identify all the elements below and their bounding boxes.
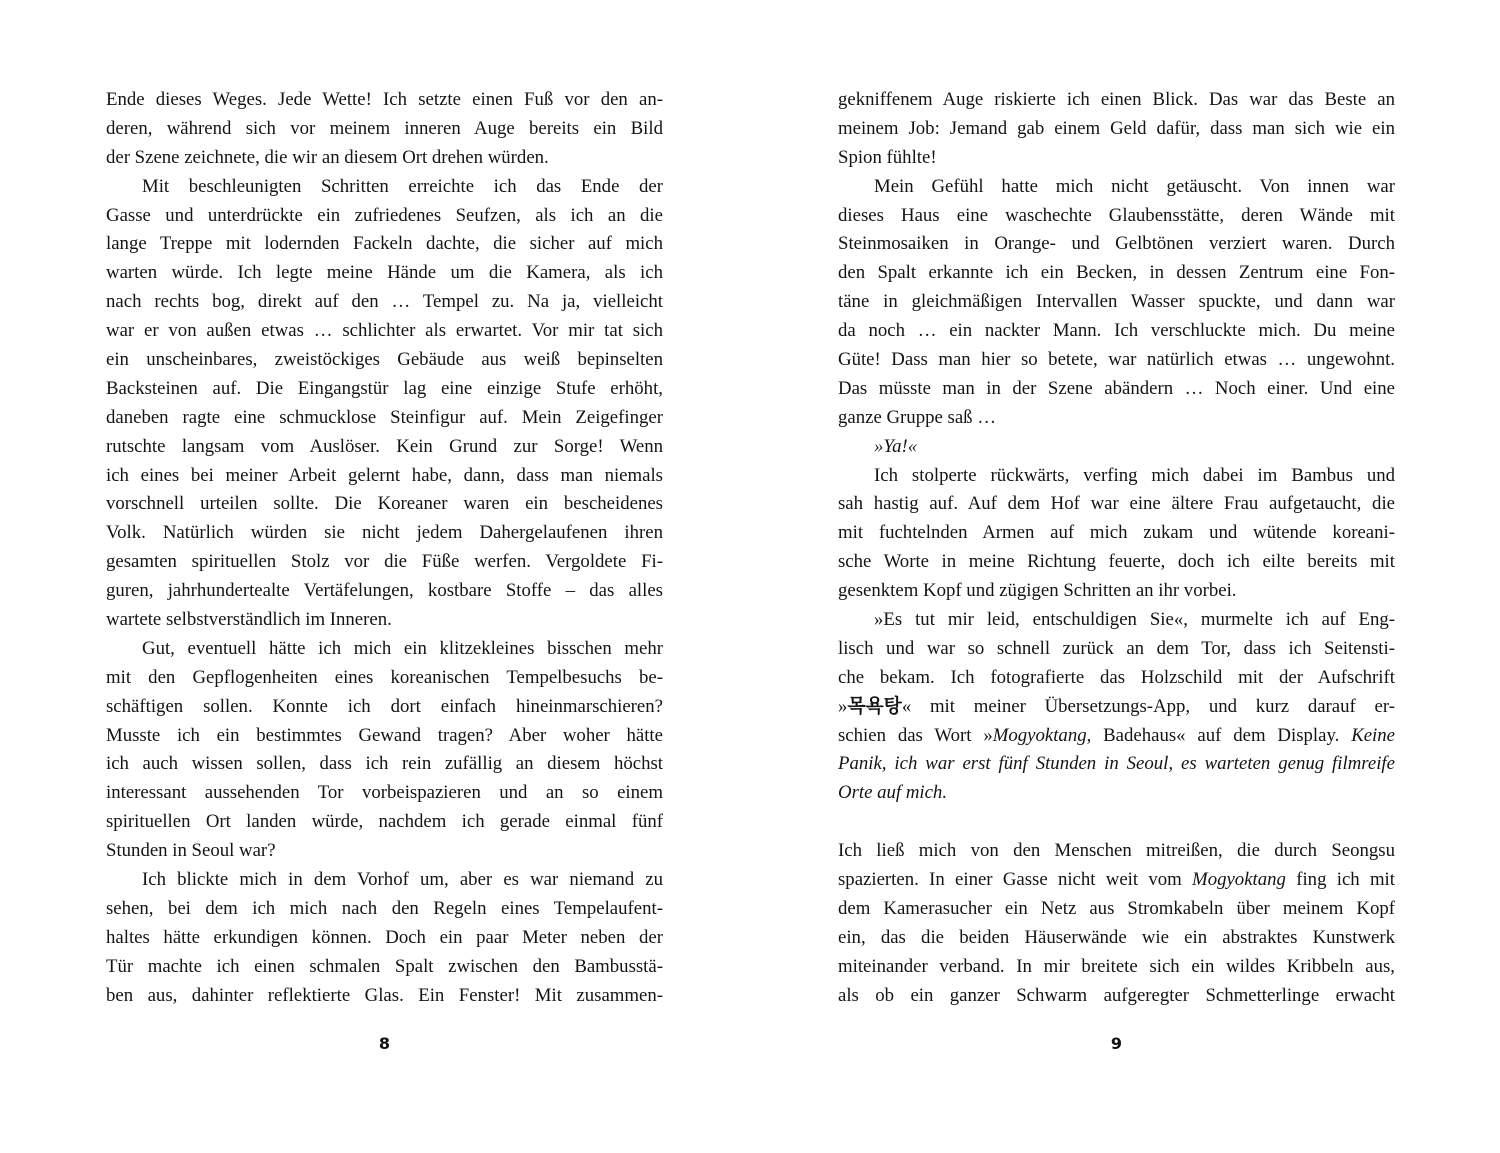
text-line: der Szene zeichnete, die wir an diesem Ort drehen würden. [106,146,549,168]
text-line: deren, während sich vor meinem inneren Auge bereits ein Bild [106,117,663,139]
text-line: Gut, eventuell hätte ich mich ein klitzekleines bisschen mehr [142,637,663,659]
text-line: sehen, bei dem ich mich nach den Regeln eines Tempelaufent- [106,897,663,919]
text-line: ganze Gruppe saß … [838,406,997,428]
text-line: Ich blickte mich in dem Vorhof um, aber es war niemand zu [142,869,663,891]
page-number-right: 9 [1110,1034,1123,1053]
text-line: »Ya!« [874,435,918,457]
text-line: schäftigen sollen. Konnte ich dort einfach hineinmarschieren? [106,695,663,717]
text-line: rutschte langsam vom Auslöser. Kein Grund zur Sorge! Wenn [106,435,663,457]
text-line: gekniffenem Auge riskierte ich einen Blick. Das war das Beste an [838,89,1395,110]
text-line: Orte auf mich. [838,782,948,804]
text-line: ich auch wissen sollen, dass ich rein zufällig an diesem höchst [106,753,663,775]
text-line: daneben ragte eine schmucklose Steinfigur auf. Mein Zeigefinger [106,406,663,428]
text-line: Güte! Dass man hier so betete, war natürlich etwas … ungewohnt. [838,349,1395,371]
text-line: sah hastig auf. Auf dem Hof war eine ältere Frau aufgetaucht, die [838,493,1395,515]
text-line: meinem Job: Jemand gab einem Geld dafür, dass man sich wie ein [838,117,1395,139]
text-line: haltes hätte erkundigen können. Doch ein paar Meter neben der [106,926,663,948]
text-line: Tür machte ich einen schmalen Spalt zwischen den Bambusstä- [106,955,663,977]
text-line: Stunden in Seoul war? [106,840,276,862]
text-line: ein, das die beiden Häuserwände wie ein abstraktes Kunstwerk [838,926,1395,948]
blank-line [838,808,1395,837]
text-line: schien das Wort »Mogyoktang, Badehaus« auf dem Display. Keine [838,724,1395,746]
text-line: warten würde. Ich legte meine Hände um die Kamera, als ich [106,262,663,284]
text-line: miteinander verband. In mir breitete sich ein wildes Kribbeln aus, [838,955,1395,977]
text-line: Ende dieses Weges. Jede Wette! Ich setzte einen Fuß vor den an- [106,89,663,110]
text-line: dem Kamerasucher ein Netz aus Stromkabeln über meinem Kopf [838,897,1395,919]
text-line: Mit beschleunigten Schritten erreichte ich das Ende der [142,175,663,197]
text-line: Backsteinen auf. Die Eingangstür lag eine einzige Stufe erhöht, [106,377,663,399]
text-line: Panik, ich war erst fünf Stunden in Seoul, es warteten genug filmreife [838,753,1395,775]
text-line: war er von außen etwas … schlichter als erwartet. Vor mir tat sich [106,320,663,342]
text-line: ich eines bei meiner Arbeit gelernt habe, dann, dass man niemals [106,464,663,486]
text-line: »Es tut mir leid, entschuldigen Sie«, murmelte ich auf Eng- [874,609,1395,631]
page-left-text [106,86,663,1011]
text-line: mit fuchtelnden Armen auf mich zukam und wütende koreani- [838,522,1395,544]
text-line: lange Treppe mit lodernden Fackeln dachte, die sicher auf mich [106,233,663,255]
page-number-left: 8 [378,1034,391,1053]
text-line: Das müsste man in der Szene abändern … Noch einer. Und eine [838,377,1395,399]
text-line: als ob ein ganzer Schwarm aufgeregter Schmetterlinge erwacht [838,984,1395,1006]
text-line: mit den Gepflogenheiten eines koreanischen Tempelbesuchs be- [106,666,663,688]
text-line: sche Worte in meine Richtung feuerte, doch ich eilte bereits mit [838,551,1395,573]
text-line: den Spalt erkannte ich ein Becken, in dessen Zentrum eine Fon- [838,262,1395,284]
text-line: dieses Haus eine waschechte Glaubensstätte, deren Wände mit [838,204,1395,226]
text-line: Gasse und unterdrückte ein zufriedenes Seufzen, als ich an die [106,204,663,226]
text-line: Musste ich ein bestimmtes Gewand tragen? Aber woher hätte [106,724,663,746]
text-line: lisch und war so schnell zurück an dem Tor, dass ich Seitensti- [838,637,1395,659]
text-line: Volk. Natürlich würden sie nicht jedem Dahergelaufenen ihren [106,522,663,544]
text-line: täne in gleichmäßigen Intervallen Wasser spuckte, und dann war [838,291,1395,313]
text-line: Steinmosaiken in Orange- und Gelbtönen verziert waren. Durch [838,233,1395,255]
text-line: ein unscheinbares, zweistöckiges Gebäude aus weiß bepinselten [106,349,663,371]
text-line: wartete selbstverständlich im Inneren. [106,609,392,631]
text-line: guren, jahrhundertealte Vertäfelungen, kostbare Stoffe – das alles [106,580,663,602]
text-line: Ich stolperte rückwärts, verfing mich dabei im Bambus und [874,464,1395,486]
text-line: »목욕탕« mit meiner Übersetzungs-App, und kurz darauf er- [838,695,1395,717]
text-line: gesenktem Kopf und zügigen Schritten an ihr vorbei. [838,580,1237,602]
text-line: spazierten. In einer Gasse nicht weit vom Mogyoktang fing ich mit [838,869,1395,891]
text-line: Ich ließ mich von den Menschen mitreißen, die durch Seongsu [838,840,1395,862]
text-line: nach rechts bog, direkt auf den … Tempel zu. Na ja, vielleicht [106,291,663,313]
text-line: vorschnell urteilen sollte. Die Koreaner waren ein bescheidenes [106,493,663,515]
page-right-text [838,86,1395,1011]
text-line: che bekam. Ich fotografierte das Holzschild mit der Aufschrift [838,666,1395,688]
text-line: Spion fühlte! [838,146,937,168]
text-line: spirituellen Ort landen würde, nachdem ich gerade einmal fünf [106,811,663,833]
text-line: Mein Gefühl hatte mich nicht getäuscht. Von innen war [874,175,1395,197]
text-line: interessant aussehenden Tor vorbeispazieren und an so einem [106,782,663,804]
text-line: gesamten spirituellen Stolz vor die Füße werfen. Vergoldete Fi- [106,551,663,573]
text-line: da noch … ein nackter Mann. Ich verschluckte mich. Du meine [838,320,1395,342]
text-line: ben aus, dahinter reflektierte Glas. Ein Fenster! Mit zusammen- [106,984,663,1006]
